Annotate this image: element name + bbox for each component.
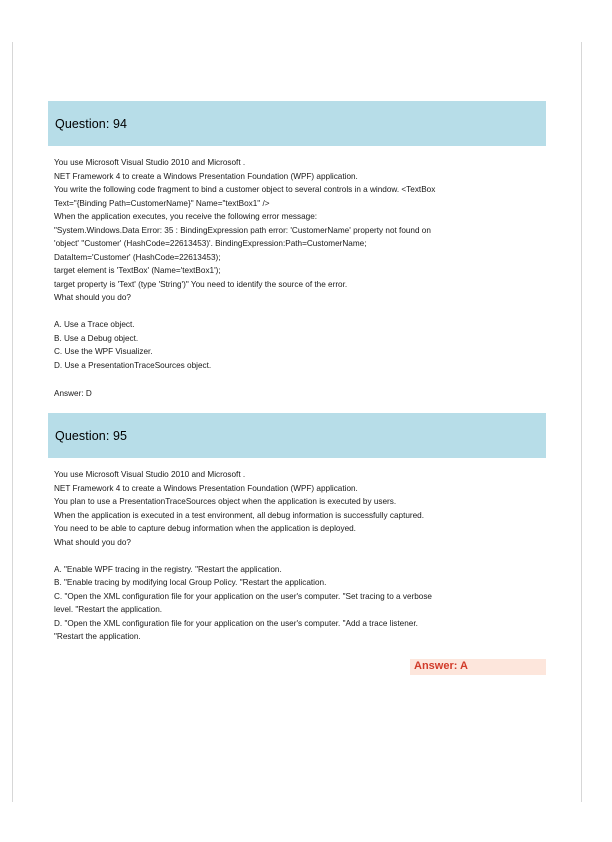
page-margin-left <box>12 42 13 802</box>
question-94-option-c: C. Use the WPF Visualizer. <box>54 347 153 356</box>
question-94-title: Question: 94 <box>55 116 128 131</box>
question-95-line: What should you do? <box>54 537 131 547</box>
question-95-line: You use Microsoft Visual Studio 2010 and Microsoft . <box>54 470 246 479</box>
question-94-body <box>54 156 554 372</box>
question-95-body <box>54 468 554 644</box>
question-95-option-c-cont: level. "Restart the application. <box>54 605 163 614</box>
question-94-line: You use Microsoft Visual Studio 2010 and Microsoft . <box>54 158 246 167</box>
question-94-line: You write the following code fragment to bind a customer object to several controls in a window. <TextBox <box>54 185 436 194</box>
question-95-header <box>48 413 546 458</box>
question-95-option-d: D. "Open the XML configuration file for your application on the user's computer. "Add a trace listener. <box>54 618 418 628</box>
question-94-answer: Answer: D <box>54 389 92 398</box>
question-95-line: When the application is executed in a test environment, all debug information is successfully captured. <box>54 510 425 520</box>
question-95-option-c: C. "Open the XML configuration file for your application on the user's computer. "Set tracing to a verbose <box>54 591 432 601</box>
question-94-option-d: D. Use a PresentationTraceSources object. <box>54 360 212 370</box>
question-94-line: target element is 'TextBox' (Name='textBox1'); <box>54 266 221 275</box>
question-95-option-d-cont: "Restart the application. <box>54 632 141 641</box>
question-94-line: NET Framework 4 to create a Windows Presentation Foundation (WPF) application. <box>54 171 358 181</box>
question-95-line: NET Framework 4 to create a Windows Presentation Foundation (WPF) application. <box>54 483 358 493</box>
question-94-option-b: B. Use a Debug object. <box>54 333 139 343</box>
question-95-line: You plan to use a PresentationTraceSources object when the application is executed by users. <box>54 497 397 506</box>
question-94-line: DataItem='Customer' (HashCode=22613453); <box>54 252 221 262</box>
question-95-option-a: A. "Enable WPF tracing in the registry. "Restart the application. <box>54 564 282 574</box>
question-95-line: You need to be able to capture debug information when the application is deployed. <box>54 524 356 533</box>
question-95-title: Question: 95 <box>55 428 128 443</box>
question-94-line: When the application executes, you receive the following error message: <box>54 212 318 221</box>
question-94-line: "System.Windows.Data Error: 35 : BindingExpression path error: 'CustomerName' property not found on <box>54 225 431 235</box>
question-94-line: Text="{Binding Path=CustomerName}" Name="textBox1" /> <box>54 198 270 208</box>
page-margin-right <box>581 42 582 802</box>
question-94-option-a: A. Use a Trace object. <box>54 320 135 329</box>
question-94-line: target property is 'Text' (type 'String')" You need to identify the source of the error. <box>54 279 348 289</box>
question-94-header <box>48 101 546 146</box>
question-95-option-b: B. "Enable tracing by modifying local Group Policy. "Restart the application. <box>54 578 327 587</box>
question-95-answer-box <box>410 659 546 675</box>
question-94-line: What should you do? <box>54 293 131 302</box>
question-94-line: 'object' ''Customer' (HashCode=22613453)'. BindingExpression:Path=CustomerName; <box>54 239 367 248</box>
question-95-answer: Answer: A <box>414 660 468 672</box>
